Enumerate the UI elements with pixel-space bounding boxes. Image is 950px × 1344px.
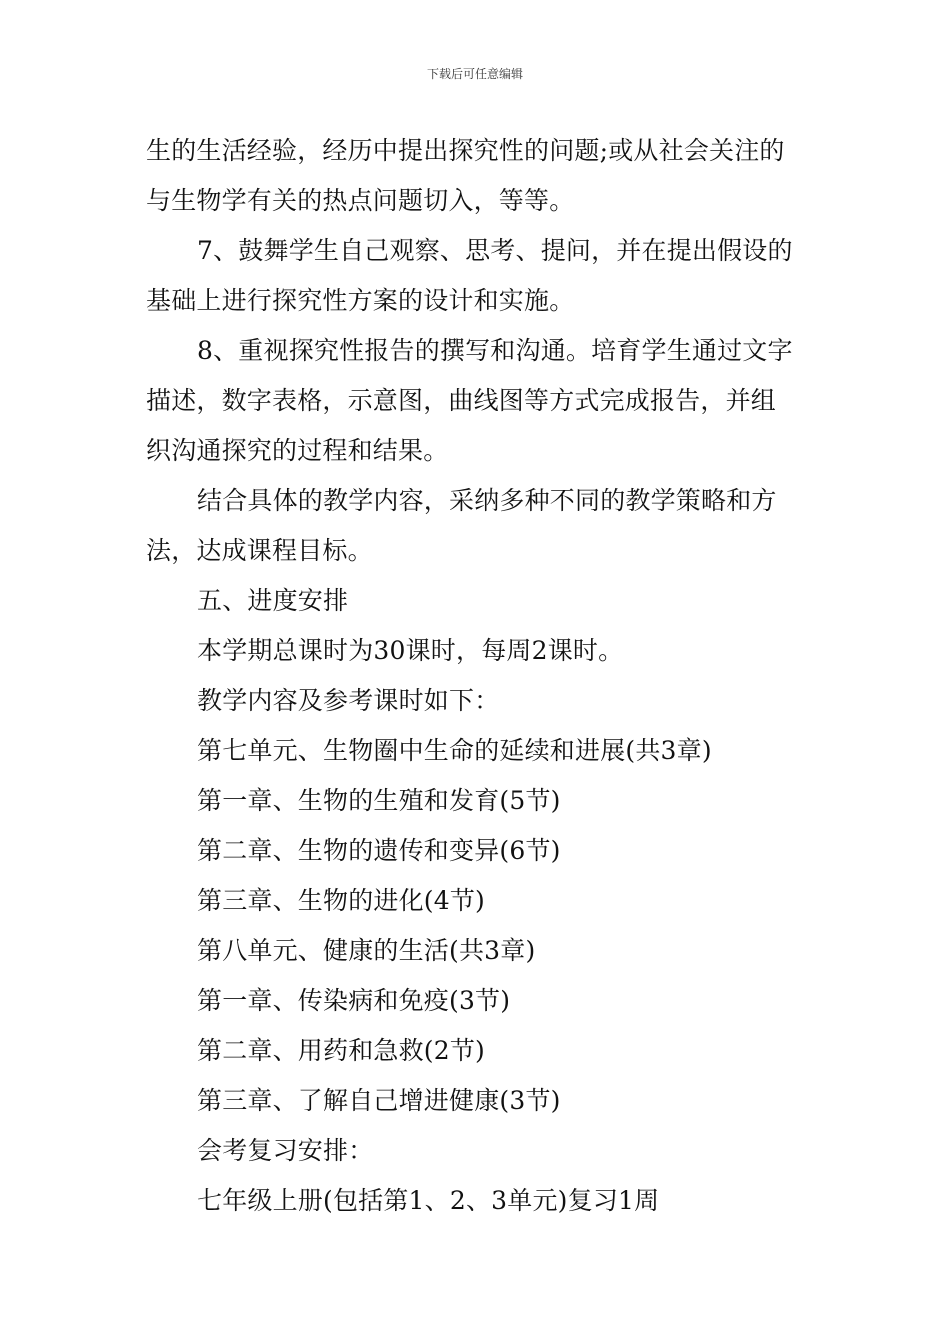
unit-line: 第七单元、生物圈中生命的延续和进展(共3章) xyxy=(197,736,712,765)
text-line: 与生物学有关的热点问题切入，等等。 xyxy=(146,186,575,215)
text-line: 法，达成课程目标。 xyxy=(146,536,373,565)
text-line: 描述，数字表格，示意图，曲线图等方式完成报告，并组 xyxy=(146,386,777,415)
text-line: 生的生活经验，经历中提出探究性的问题;或从社会关注的 xyxy=(146,136,785,165)
text-line: 7、鼓舞学生自己观察、思考、提问，并在提出假设的 xyxy=(197,236,793,265)
text-line: 8、重视探究性报告的撰写和沟通。培育学生通过文字 xyxy=(197,336,793,365)
unit-line: 第八单元、健康的生活(共3章) xyxy=(197,936,536,965)
text-line: 本学期总课时为30课时，每周2课时。 xyxy=(197,636,624,665)
chapter-line: 第三章、了解自己增进健康(3节) xyxy=(197,1086,561,1115)
text-line: 织沟通探究的过程和结果。 xyxy=(146,436,449,465)
text-line: 结合具体的教学内容，采纳多种不同的教学策略和方 xyxy=(197,486,777,515)
text-line: 教学内容及参考课时如下： xyxy=(197,686,500,715)
text-line: 会考复习安排： xyxy=(197,1136,374,1165)
chapter-line: 第一章、生物的生殖和发育(5节) xyxy=(197,786,561,815)
chapter-line: 第二章、用药和急救(2节) xyxy=(197,1036,486,1065)
text-line: 七年级上册(包括第1、2、3单元)复习1周 xyxy=(197,1186,660,1215)
section-heading: 五、进度安排 xyxy=(197,586,349,615)
text-line: 基础上进行探究性方案的设计和实施。 xyxy=(146,286,575,315)
chapter-line: 第二章、生物的遗传和变异(6节) xyxy=(197,836,561,865)
chapter-line: 第一章、传染病和免疫(3节) xyxy=(197,986,511,1015)
page-header: 下载后可任意编辑 xyxy=(426,67,523,81)
document-body xyxy=(146,126,810,1226)
chapter-line: 第三章、生物的进化(4节) xyxy=(197,886,486,915)
